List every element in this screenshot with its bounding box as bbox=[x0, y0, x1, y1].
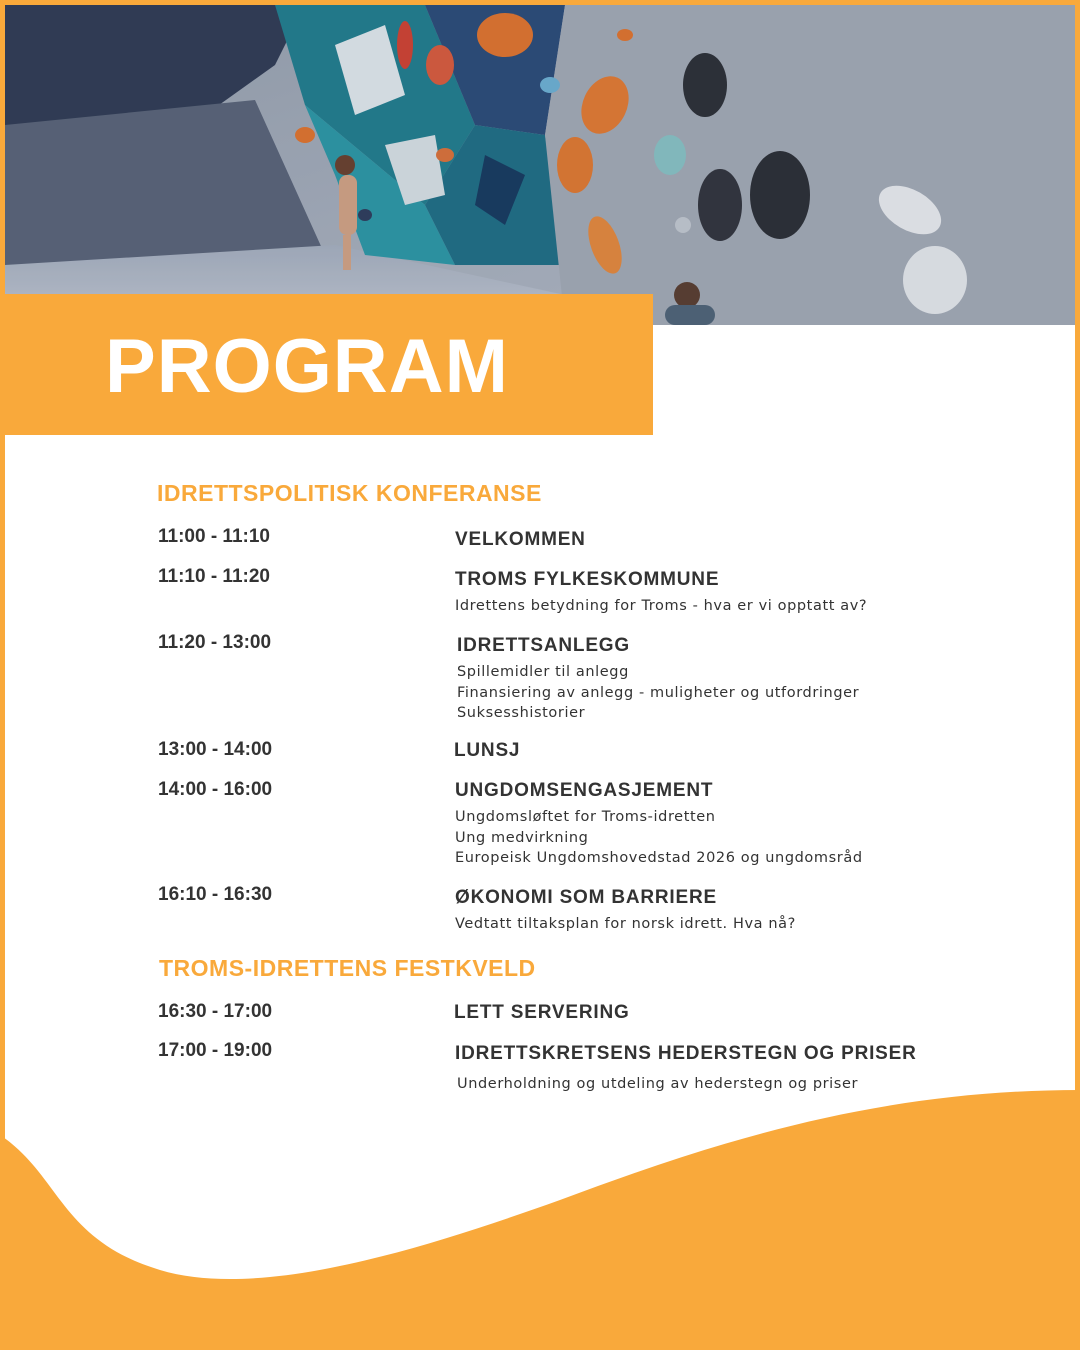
schedule-item-desc-line: Europeisk Ungdomshovedstad 2026 og ungdomsråd bbox=[455, 850, 863, 866]
schedule-time: 11:20 - 13:00 bbox=[158, 632, 272, 653]
schedule-item-desc: Vedtatt tiltaksplan for norsk idrett. Hva nå? bbox=[455, 916, 796, 932]
schedule-item bbox=[455, 528, 925, 552]
schedule-item bbox=[457, 634, 927, 724]
schedule-item-desc bbox=[455, 807, 925, 869]
section-title-festkveld: TROMS-IDRETTENS FESTKVELD bbox=[159, 955, 536, 981]
schedule-item-title: LUNSJ bbox=[454, 740, 521, 761]
schedule-item bbox=[455, 1042, 925, 1095]
schedule-item bbox=[455, 568, 925, 617]
schedule-time: 17:00 - 19:00 bbox=[158, 1040, 273, 1061]
schedule-item-title: VELKOMMEN bbox=[455, 529, 586, 550]
schedule-item-title: UNGDOMSENGASJEMENT bbox=[455, 780, 714, 801]
schedule-item-desc bbox=[457, 662, 927, 724]
schedule-time: 16:10 - 16:30 bbox=[158, 884, 273, 905]
schedule-item-desc-line: Spillemidler til anlegg bbox=[457, 664, 629, 680]
schedule-item-title: LETT SERVERING bbox=[454, 1002, 630, 1023]
schedule-time: 11:10 - 11:20 bbox=[158, 566, 270, 587]
schedule-item bbox=[455, 779, 925, 869]
schedule-item bbox=[454, 1001, 924, 1025]
schedule-item-desc-line: Ungdomsløftet for Troms-idretten bbox=[455, 809, 716, 825]
schedule-time: 16:30 - 17:00 bbox=[158, 1001, 273, 1022]
schedule-item-title: IDRETTSKRETSENS HEDERSTEGN OG PRISER bbox=[455, 1043, 917, 1064]
schedule-item bbox=[454, 739, 924, 763]
schedule-time: 13:00 - 14:00 bbox=[158, 739, 273, 760]
schedule-item-title: ØKONOMI SOM BARRIERE bbox=[455, 887, 717, 908]
schedule-item-title: TROMS FYLKESKOMMUNE bbox=[455, 569, 720, 590]
schedule-item-title: IDRETTSANLEGG bbox=[457, 635, 630, 656]
page-title: PROGRAM bbox=[105, 324, 509, 409]
schedule-item-desc-line: Finansiering av anlegg - muligheter og utfordringer bbox=[457, 684, 860, 701]
schedule-item bbox=[455, 886, 925, 935]
schedule-item-desc: Idrettens betydning for Troms - hva er vi opptatt av? bbox=[455, 598, 868, 614]
schedule-item-desc: Underholdning og utdeling av hederstegn og priser bbox=[457, 1076, 859, 1092]
schedule-time: 11:00 - 11:10 bbox=[158, 526, 270, 547]
schedule-item-desc-line: Suksesshistorier bbox=[457, 705, 586, 721]
schedule-time: 14:00 - 16:00 bbox=[158, 779, 273, 800]
section-title-konferanse: IDRETTSPOLITISK KONFERANSE bbox=[157, 480, 542, 506]
schedule-item-desc-line: Ung medvirkning bbox=[455, 829, 589, 846]
